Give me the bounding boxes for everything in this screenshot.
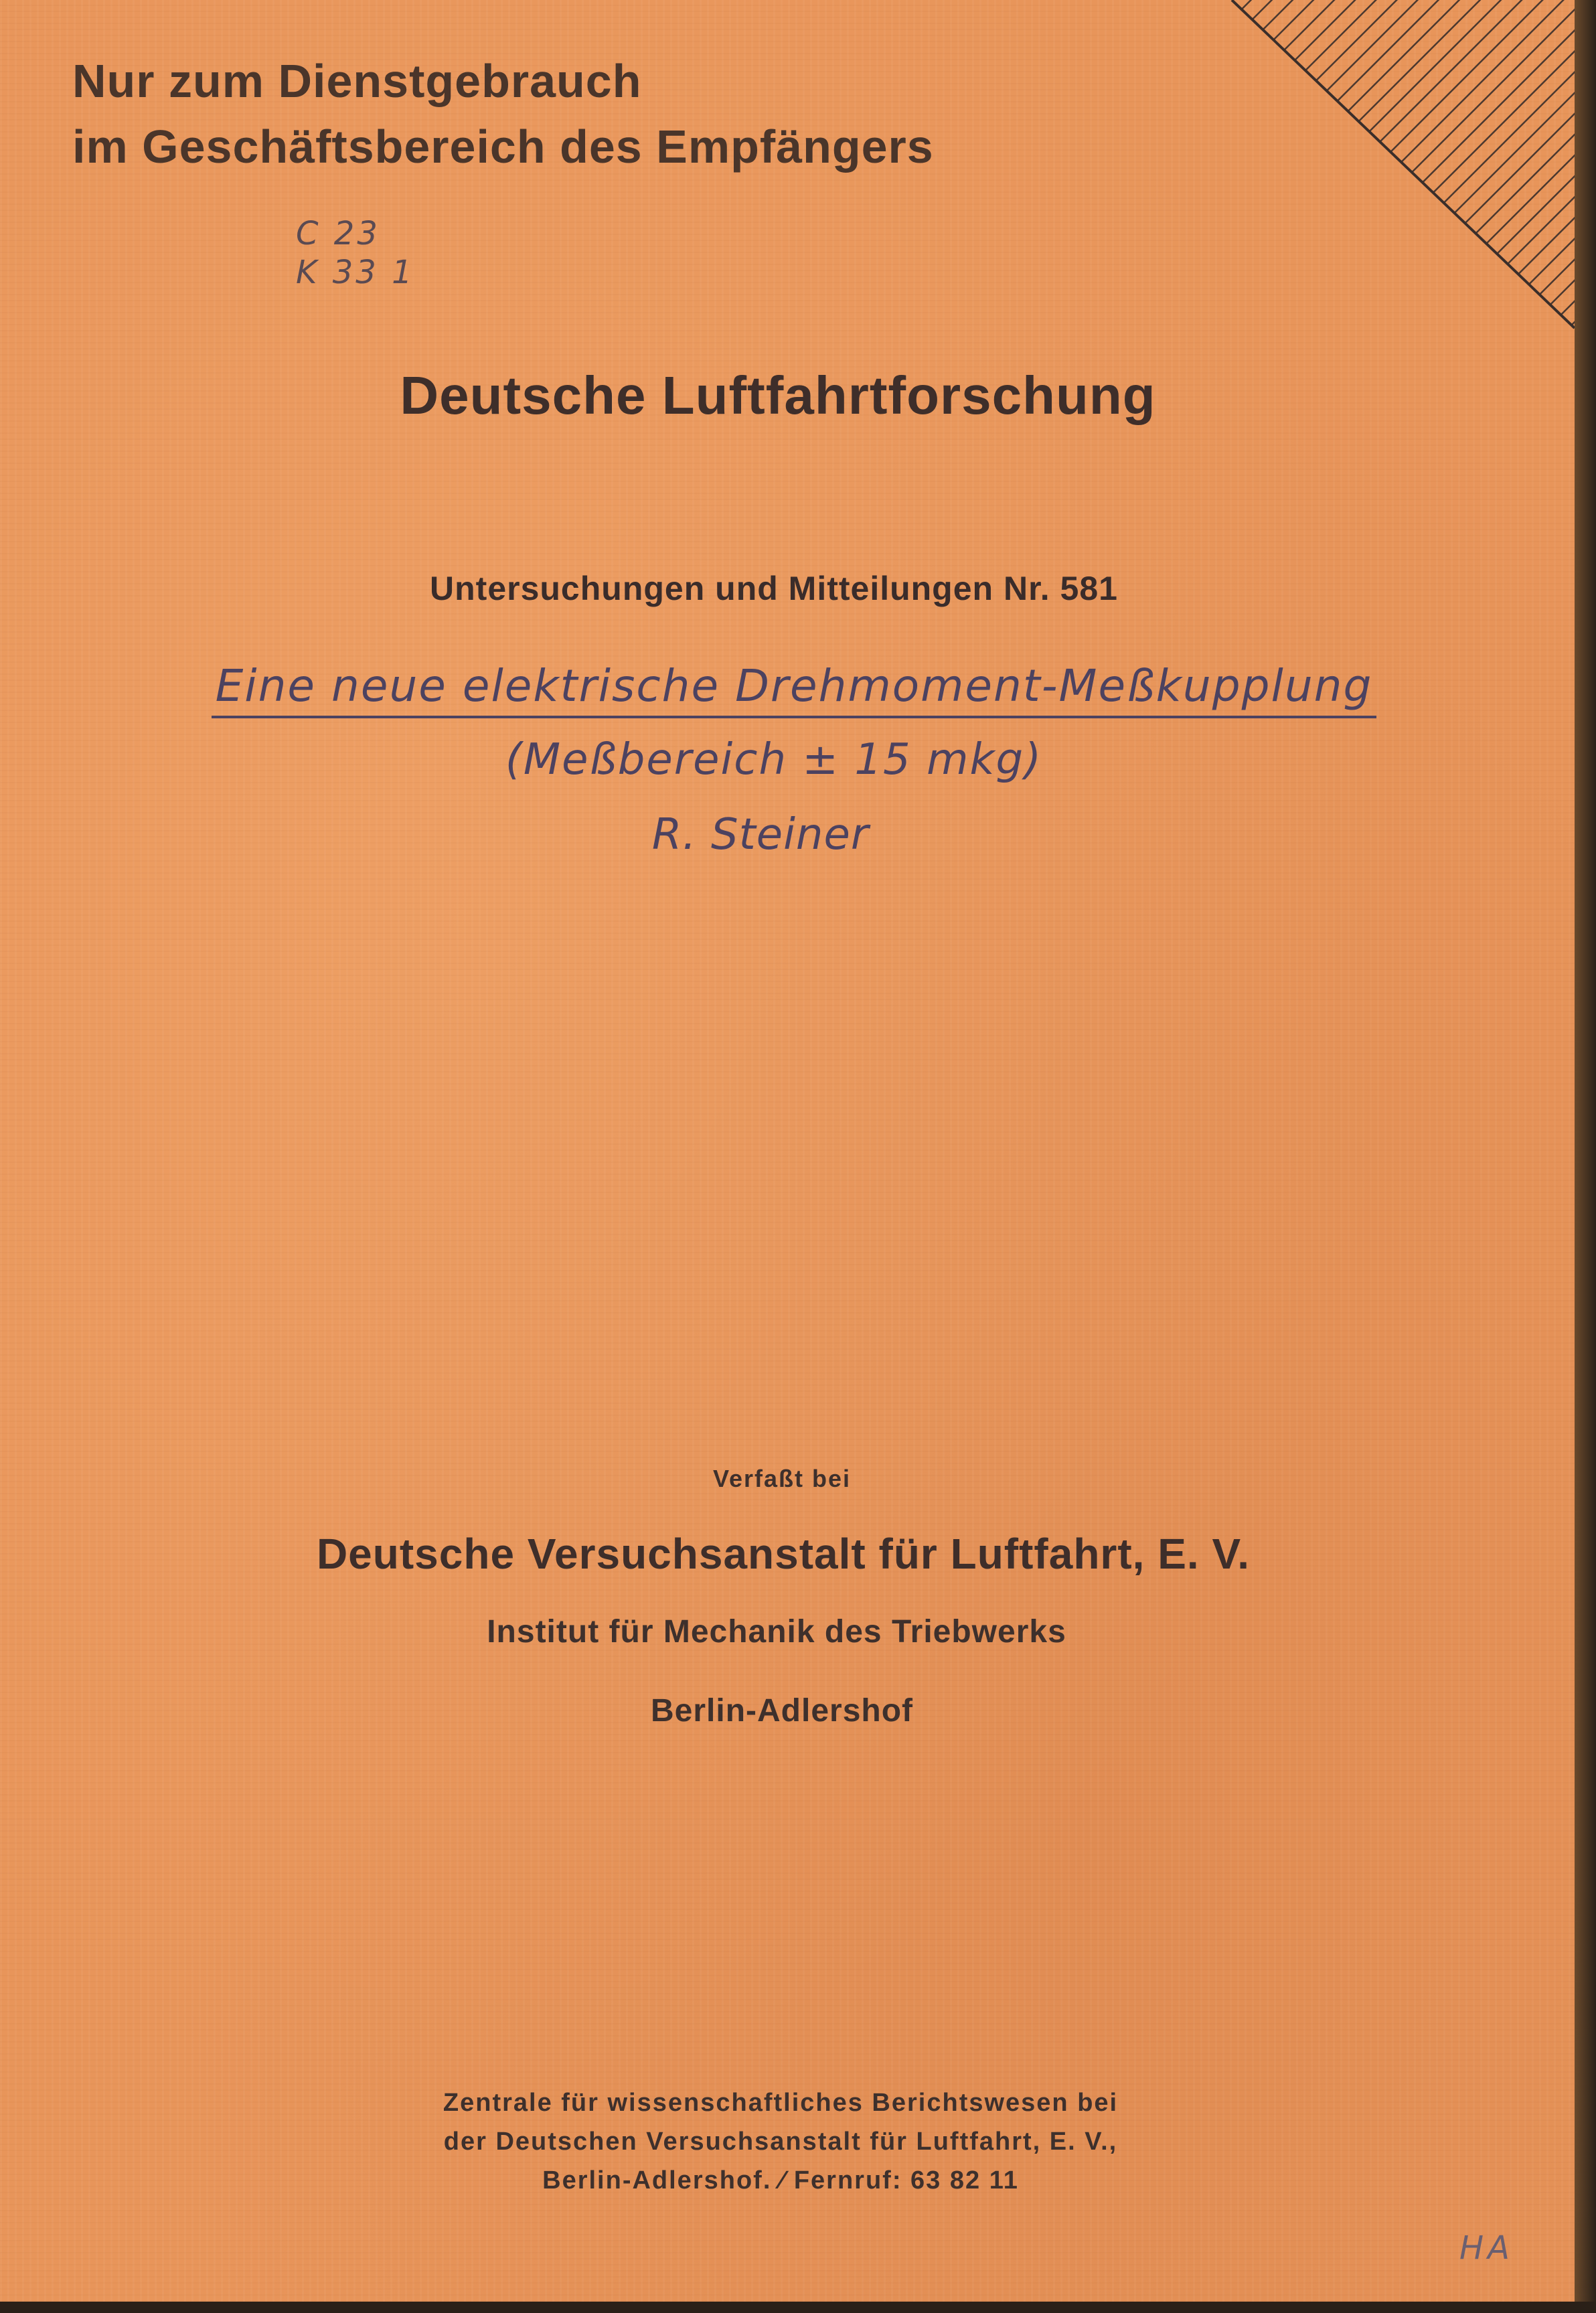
scan-edge-bottom: [0, 2302, 1596, 2313]
shelfmark-annotation: [296, 214, 415, 292]
handwritten-title: [0, 660, 1575, 712]
location-text: Berlin-Adlershof: [650, 1693, 914, 1729]
page-mark: HA: [1459, 2229, 1514, 2267]
written-at-label: [0, 1465, 1575, 1493]
restriction-notice: [72, 48, 934, 179]
shelfmark-line-2: K 33 1: [296, 254, 415, 291]
handwritten-author: [0, 810, 1575, 860]
handwritten-author-text: R. Steiner: [651, 810, 870, 860]
footer-publisher: [0, 2083, 1575, 2200]
footer-line-3: Berlin-Adlershof. ⁄ Fernruf: 63 82 11: [542, 2166, 1019, 2195]
location-name: [0, 1692, 1575, 1729]
series-title-text: Deutsche Luftfahrtforschung: [400, 366, 1156, 425]
restriction-line-2: im Geschäftsbereich des Empfängers: [72, 121, 934, 173]
written-at-text: Verfaßt bei: [712, 1465, 852, 1492]
series-title: [0, 365, 1575, 426]
handwritten-range: [0, 735, 1575, 785]
shelfmark-line-1: C 23: [296, 215, 380, 252]
department-text: Institut für Mechanik des Triebwerks: [487, 1614, 1066, 1650]
report-number: [0, 569, 1575, 608]
department-name: [0, 1613, 1575, 1650]
scan-edge-right: [1575, 0, 1596, 2313]
handwritten-title-text: Eine neue elektrische Drehmoment-Meßkupplung: [212, 660, 1377, 718]
footer-line-1: Zentrale für wissenschaftliches Berichtswesen bei: [443, 2089, 1119, 2117]
handwritten-range-text: (Meßbereich ± 15 mkg): [505, 735, 1043, 785]
institution-text: Deutsche Versuchsanstalt für Luftfahrt, E. V.: [316, 1530, 1251, 1578]
restriction-line-1: Nur zum Dienstgebrauch: [72, 55, 642, 107]
footer-line-2: der Deutschen Versuchsanstalt für Luftfahrt, E. V.,: [443, 2128, 1118, 2156]
report-number-text: Untersuchungen und Mitteilungen Nr. 581: [430, 570, 1118, 607]
institution-name: [0, 1529, 1575, 1579]
